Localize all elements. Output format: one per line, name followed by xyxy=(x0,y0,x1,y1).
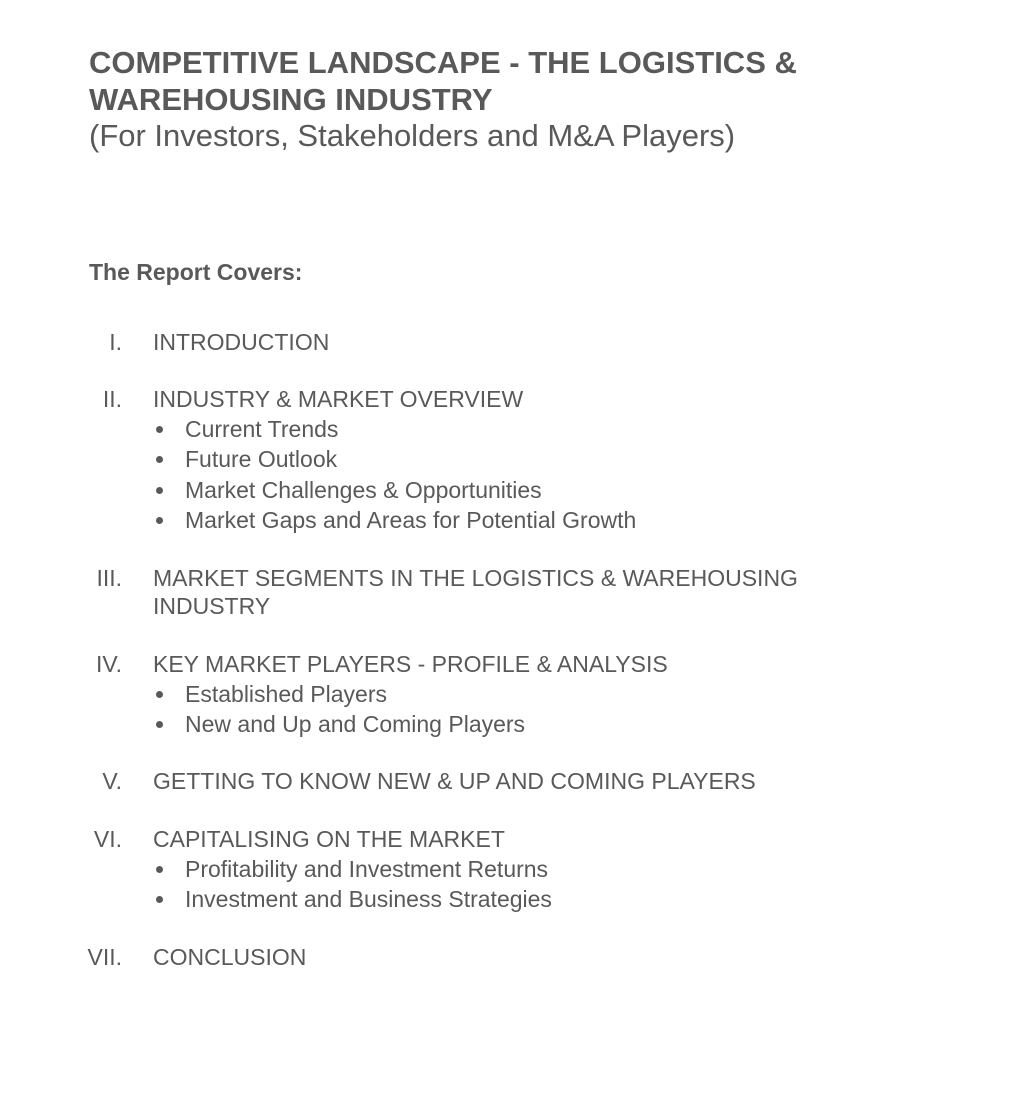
list-item-text: New and Up and Coming Players xyxy=(185,711,526,738)
bullet-icon xyxy=(156,456,163,463)
section-numeral: I. xyxy=(109,329,122,355)
list-item-text: Current Trends xyxy=(185,416,339,442)
section-heading: KEY MARKET PLAYERS - PROFILE & ANALYSIS xyxy=(153,651,668,677)
section-numeral: II. xyxy=(102,386,122,412)
document-title: COMPETITIVE LANDSCAPE - THE LOGISTICS & WAREHOUSING INDUSTRY xyxy=(89,45,797,117)
bullet-icon xyxy=(156,896,163,903)
section-heading: MARKET SEGMENTS IN THE LOGISTICS & WAREHOUSING INDUSTRY xyxy=(153,565,798,619)
section-numeral: VII. xyxy=(87,944,122,970)
bullet-icon xyxy=(156,517,163,524)
section-heading: INTRODUCTION xyxy=(153,329,330,355)
bullet-icon xyxy=(156,866,163,873)
section-numeral: VI. xyxy=(93,826,122,852)
list-item-text: Investment and Business Strategies xyxy=(185,886,552,913)
list-item-text: Future Outlook xyxy=(185,446,338,473)
section-heading: CONCLUSION xyxy=(153,944,307,970)
bullet-icon xyxy=(156,487,163,494)
section-numeral: V. xyxy=(102,768,122,794)
document-subtitle: (For Investors, Stakeholders and M&A Players) xyxy=(89,118,736,153)
section-heading: INDUSTRY & MARKET OVERVIEW xyxy=(153,386,524,412)
list-item-text: Profitability and Investment Returns xyxy=(185,856,549,882)
section-heading: CAPITALISING ON THE MARKET xyxy=(153,826,505,852)
report-covers-label: The Report Covers: xyxy=(89,259,303,285)
list-item-text: Market Challenges & Opportunities xyxy=(185,476,542,503)
bullet-icon xyxy=(156,426,163,433)
list-item-text: Established Players xyxy=(185,681,387,707)
bullet-icon xyxy=(156,721,163,728)
section-heading: GETTING TO KNOW NEW & UP AND COMING PLAYERS xyxy=(153,768,756,794)
bullet-icon xyxy=(156,691,163,698)
section-numeral: III. xyxy=(96,565,122,591)
section-numeral: IV. xyxy=(95,651,122,677)
list-item-text: Market Gaps and Areas for Potential Growth xyxy=(185,506,637,533)
